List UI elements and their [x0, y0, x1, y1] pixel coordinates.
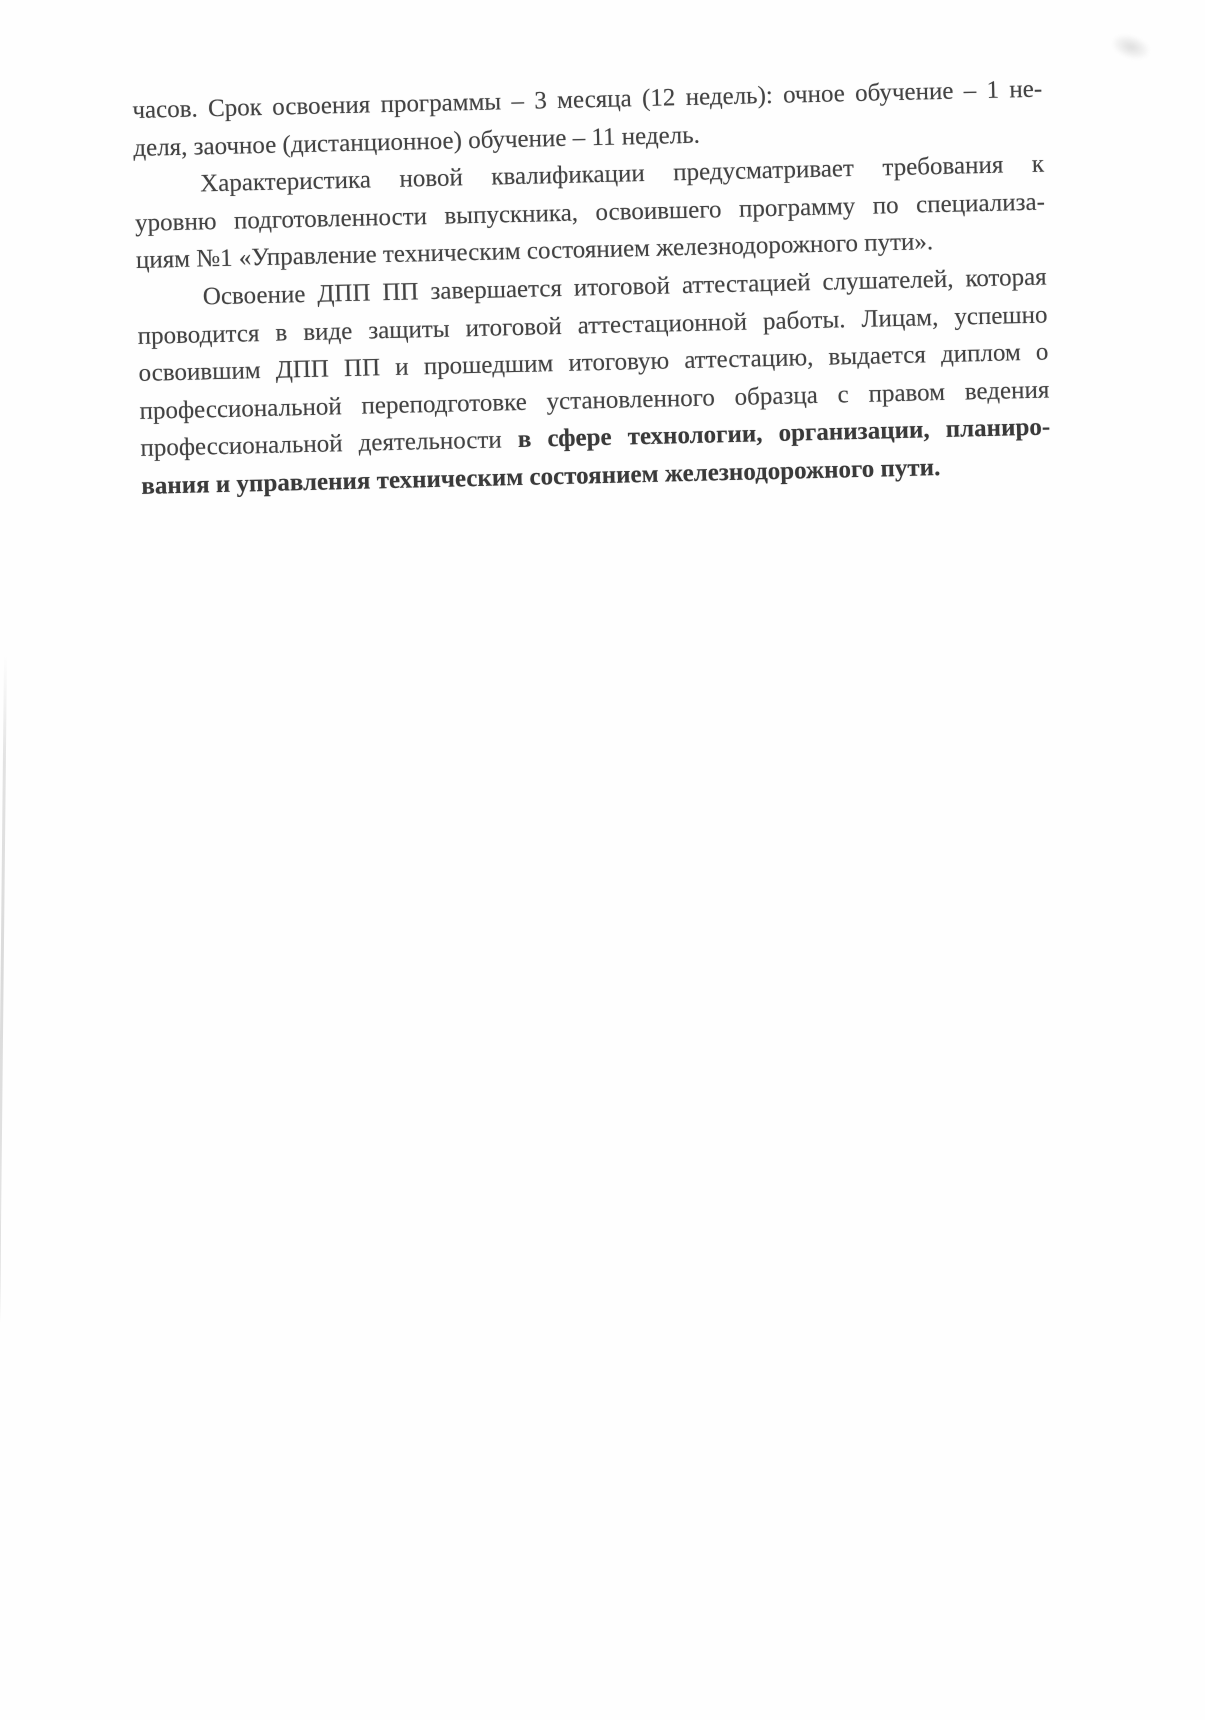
text-segment-bold: вания и управления техническим состоянием железнодорожного пути. — [140, 454, 941, 500]
text-segment: освоившим ДПП ПП и прошедшим итоговую аттестацию, выдается диплом о — [138, 338, 1049, 388]
text-segment: проводится в виде защиты итоговой аттестационной работы. Лицам, успешно — [137, 301, 1048, 350]
text-segment: Характеристика новой квалификации предусматривает требования к — [199, 150, 1045, 198]
text-segment: профессиональной переподготовке установленного образца с правом ведения — [139, 376, 1050, 425]
text-segment: часов. Срок освоения программы – 3 месяца (12 недель): очное обучение – 1 не- — [132, 75, 1043, 124]
text-segment: Освоение ДПП ПП завершается итоговой аттестацией слушателей, которая — [202, 263, 1047, 311]
text-segment: деля, заочное (дистанционное) обучение – 11 недель. — [133, 121, 701, 162]
text-segment-bold: в сфере технологии, организации, планиро- — [517, 413, 1051, 454]
text-segment: циям №1 «Управление техническим состоянием железнодорожного пути». — [135, 228, 934, 275]
text-segment: уровню подготовленности выпускника, освоившего программу по специализа- — [134, 188, 1046, 237]
text-segment: профессиональной деятельности — [140, 426, 519, 463]
scan-artifact-smudge — [1110, 31, 1153, 64]
document-text-block — [132, 71, 1051, 506]
scan-artifact-left-edge-line — [0, 655, 6, 1720]
